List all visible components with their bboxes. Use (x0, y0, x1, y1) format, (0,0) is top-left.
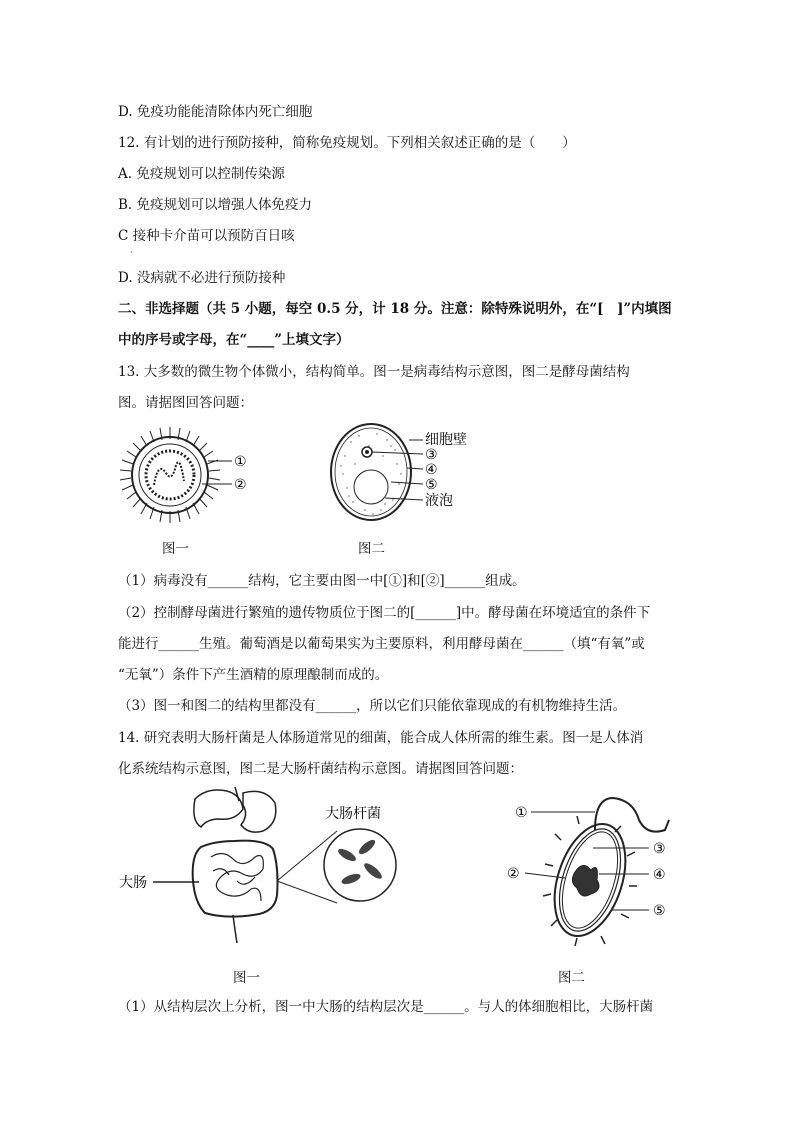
virus-core (146, 451, 194, 499)
yeast-label-wall: 细胞壁 (425, 432, 467, 448)
stomach (241, 791, 276, 832)
yeast-label-vacuole: 液泡 (425, 493, 453, 509)
digestive-system-diagram (115, 785, 405, 955)
q13-part-2-cont: 能进行______生殖。葡萄酒是以葡萄果实为主要原料，利用酵母菌在______（填“有氧”或 (118, 636, 645, 652)
zoom-line-top (277, 831, 337, 881)
yeast-nucleolus (365, 450, 369, 454)
bacteria-cells (336, 838, 384, 887)
section-2-heading: 二、非选择题（共 5 小题，每空 0.5 分，计 18 分。注意：除特殊说明外，在“[ ]”内填图 (118, 301, 672, 317)
bact-label-4: ④ (653, 867, 666, 883)
bacteria-label: 大肠杆菌 (325, 806, 381, 822)
nuclear-region (572, 865, 599, 896)
esophagus (235, 787, 239, 801)
q13-part-2: （2）控制酵母菌进行繁殖的遗传物质位于图二的[______]中。酵母菌在环境适宜的条件下 (118, 605, 651, 621)
q13-part-3: （3）图一和图二的结构里都没有______，所以它们只能依靠现成的有机物维持生活。 (118, 698, 627, 714)
virus-shell (132, 437, 208, 513)
bact-label-2: ② (507, 866, 520, 882)
bact-label-5: ⑤ (653, 903, 666, 919)
virus-label-1: ① (234, 454, 247, 470)
stray-dot: · (130, 248, 133, 257)
virus-nucleic-acid (154, 462, 184, 485)
small-intestine (211, 853, 263, 901)
flagellum (595, 798, 669, 832)
bacterium-caption: 图二 (558, 970, 585, 986)
option-a-q12: A. 免疫规划可以控制传染源 (118, 166, 285, 182)
question-14-cont: 化系统结构示意图，图二是大肠杆菌结构示意图。请据图回答问题： (118, 761, 523, 777)
section-2-heading-cont: 中的序号或字母，在“____”上填文字） (118, 332, 350, 348)
yeast-label-4: ④ (425, 462, 438, 478)
yeast-diagram (325, 422, 485, 532)
virus-diagram (110, 425, 270, 535)
bacteria-magnified (324, 829, 396, 901)
option-d-q11: D. 免疫功能能清除体内死亡细胞 (118, 104, 313, 120)
liver (194, 790, 243, 827)
zoom-line-bottom (277, 881, 337, 903)
q13-part-1: （1）病毒没有______结构，它主要由图一中[①]和[②]______组成。 (118, 573, 526, 589)
option-d-q12: D. 没病就不必进行预防接种 (118, 270, 286, 286)
yeast-leader-4 (407, 468, 423, 469)
yeast-label-5: ⑤ (425, 477, 438, 493)
question-13-cont: 图。请据图回答问题： (118, 395, 253, 411)
bacterium-diagram (495, 790, 680, 960)
yeast-leader-5 (391, 482, 423, 484)
large-intestine (193, 841, 278, 917)
question-12: 12. 有计划的进行预防接种，简称免疫规划。下列相关叙述正确的是（ ） (118, 135, 576, 151)
virus-label-2: ② (234, 477, 247, 493)
bact-label-1: ① (515, 805, 528, 821)
rectum (233, 915, 237, 943)
large-intestine-label: 大肠 (119, 875, 147, 891)
yeast-leader-3 (372, 452, 423, 454)
question-14: 14. 研究表明大肠杆菌是人体肠道常见的细菌，能合成人体所需的维生素。图一是人体消 (118, 730, 644, 746)
question-13: 13. 大多数的微生物个体微小，结构简单。图一是病毒结构示意图，图二是酵母菌结构 (118, 364, 630, 380)
q14-part-1: （1）从结构层次上分析，图一中大肠的结构层次是______。与人的体细胞相比，大肠杆菌 (118, 999, 654, 1015)
q13-part-2-cont2: “无氧”）条件下产生酒精的原理酿制而成的。 (118, 667, 389, 683)
yeast-vacuole (354, 470, 388, 504)
yeast-label-3: ③ (425, 447, 438, 463)
digestive-caption: 图一 (233, 970, 260, 986)
option-b-q12: B. 免疫规划可以增强人体免疫力 (118, 197, 313, 213)
yeast-caption: 图二 (358, 541, 385, 557)
virus-caption: 图一 (162, 541, 189, 557)
option-c-q12: C 接种卡介苗可以预防百日咳 (118, 228, 295, 244)
virus-inner-shell (139, 444, 201, 506)
virus-spikes (120, 427, 220, 523)
bact-label-3: ③ (653, 841, 666, 857)
